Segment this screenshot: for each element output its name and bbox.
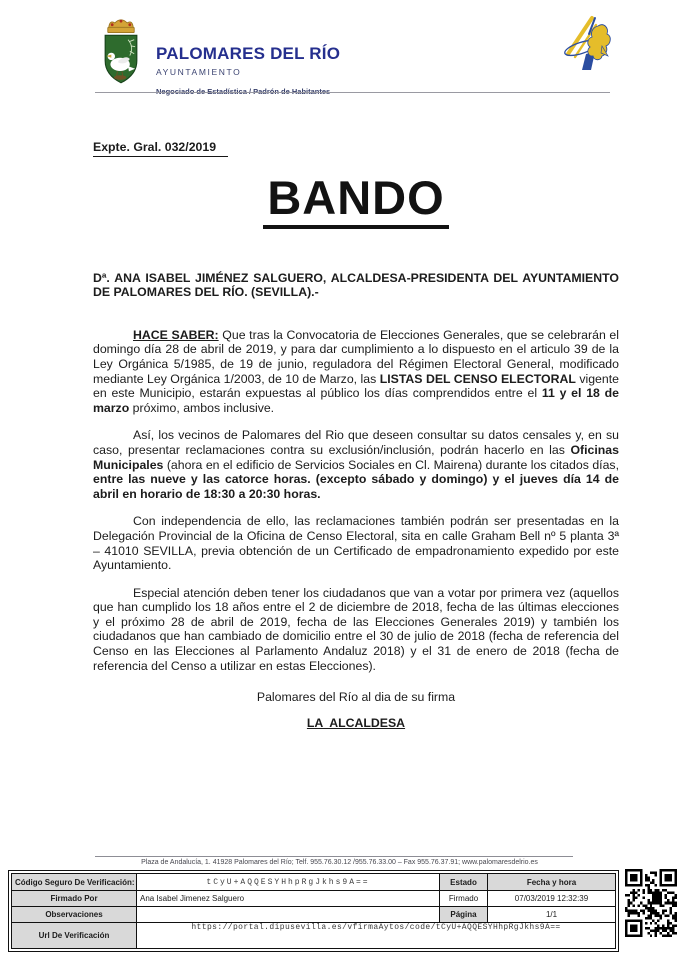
estado-label: Estado xyxy=(440,874,488,891)
pagina-value: 1/1 xyxy=(488,907,616,923)
municipal-shield-icon xyxy=(94,15,148,89)
firmado-label: Firmado Por xyxy=(12,891,137,907)
municipality-subtitle: AYUNTAMIENTO xyxy=(156,67,242,77)
paragraph-primera-vez: Especial atención deben tener los ciudadanos que van a votar por primera vez (aquellos que han cumplido los 18 años entre el 2 de diciembre de 2018, fecha de las últimas elecciones y el próximo 28 de abril de 2019, fecha de las Elecciones Generales 2019) y también los ciudadanos que han cambiado de domicilio entre el 30 de julio de 2018 (fecha de referencia del Censo en las Elecciones al Parlamento Andaluz 2018) y el 31 de enero de 2018 (fecha de referencia del Censo a utilizar en estas Elecciones). xyxy=(93,585,619,673)
observaciones-value xyxy=(137,907,440,923)
signature-verification-table xyxy=(8,870,619,952)
paragraph-delegacion: Con independencia de ello, las reclamaciones también podrán ser presentadas en la Delegación Provincial de la Oficina de Censo Electoral, sita en calle Graham Bell nº 5 planta 3ª – 41010 SEVILLA, previa obtención de un Certificado de empadronamiento expedido por este Ayuntamiento. xyxy=(93,514,619,573)
document-body xyxy=(93,140,619,730)
url-label: Url De Verificación xyxy=(12,923,137,949)
csv-label: Código Seguro De Verificación: xyxy=(12,874,137,891)
fecha-label: Fecha y hora xyxy=(488,874,616,891)
qr-code xyxy=(625,869,677,937)
footer-address: Plaza de Andalucía, 1. 41928 Palomares del Río; Telf. 955.76.30.12 /955.76.33.00 – Fax 955.76.37.91; www.palomaresdelrio.es xyxy=(141,859,538,866)
closing-place: Palomares del Río al dia de su firma xyxy=(256,690,456,705)
fecha-value: 07/03/2019 12:32:39 xyxy=(488,891,616,907)
file-number: Expte. Gral. 032/2019 xyxy=(93,140,228,157)
municipality-name: PALOMARES DEL RÍO xyxy=(156,44,341,63)
footer-divider xyxy=(95,856,573,857)
department-line: Negociado de Estadística / Padrón de Habitantes xyxy=(156,87,331,96)
issuer-line: Dª. ANA ISABEL JIMÉNEZ SALGUERO, ALCALDESA-PRESIDENTA DEL AYUNTAMIENTO DE PALOMARES DEL RÍO. (SEVILLA).- xyxy=(93,270,619,300)
closing-signature-title: LA ALCALDESA xyxy=(306,715,406,730)
document-title: BANDO xyxy=(263,173,448,229)
estado-value: Firmado xyxy=(440,891,488,907)
pagina-label: Página xyxy=(440,907,488,923)
header-divider xyxy=(95,92,610,93)
diputacion-logo-icon xyxy=(562,12,614,80)
firmado-value: Ana Isabel Jimenez Salguero xyxy=(137,891,440,907)
url-value: https://portal.dipusevilla.es/vfirmaAytos/code/tCyU+AQQESYHhpRgJkhs9A== xyxy=(137,923,616,949)
paragraph-hace-saber: HACE SABER: Que tras la Convocatoria de Elecciones Generales, que se celebrarán el domingo día 28 de abril de 2019, y para dar cumplimiento a lo dispuesto en el articulo 39 de la Ley Orgánica 5/1985, de 19 de junio, reguladora del Régimen Electoral General, modificado mediante Ley Orgánica 1/2003, de 10 de Marzo, las LISTAS DEL CENSO ELECTORAL vigente en este Municipio, estarán expuestas al público los días comprendidos entre el 11 y el 18 de marzo próximo, ambos inclusive. xyxy=(93,327,619,415)
observaciones-label: Observaciones xyxy=(12,907,137,923)
paragraph-oficinas: Así, los vecinos de Palomares del Rio que deseen consultar su datos censales y, en su caso, presentar reclamaciones contra su exclusión/inclusión, podrán hacerlo en las Oficinas Municipales (ahora en el edificio de Servicios Sociales en Cl. Mairena) durante los citados días, entre las nueve y las catorce horas. (excepto sábado y domingo) y el jueves día 14 de abril en horario de 18:30 a 20:30 horas. xyxy=(93,428,619,501)
csv-value: tCyU+AQQESYHhpRgJkhs9A== xyxy=(137,874,440,891)
header xyxy=(156,44,340,96)
